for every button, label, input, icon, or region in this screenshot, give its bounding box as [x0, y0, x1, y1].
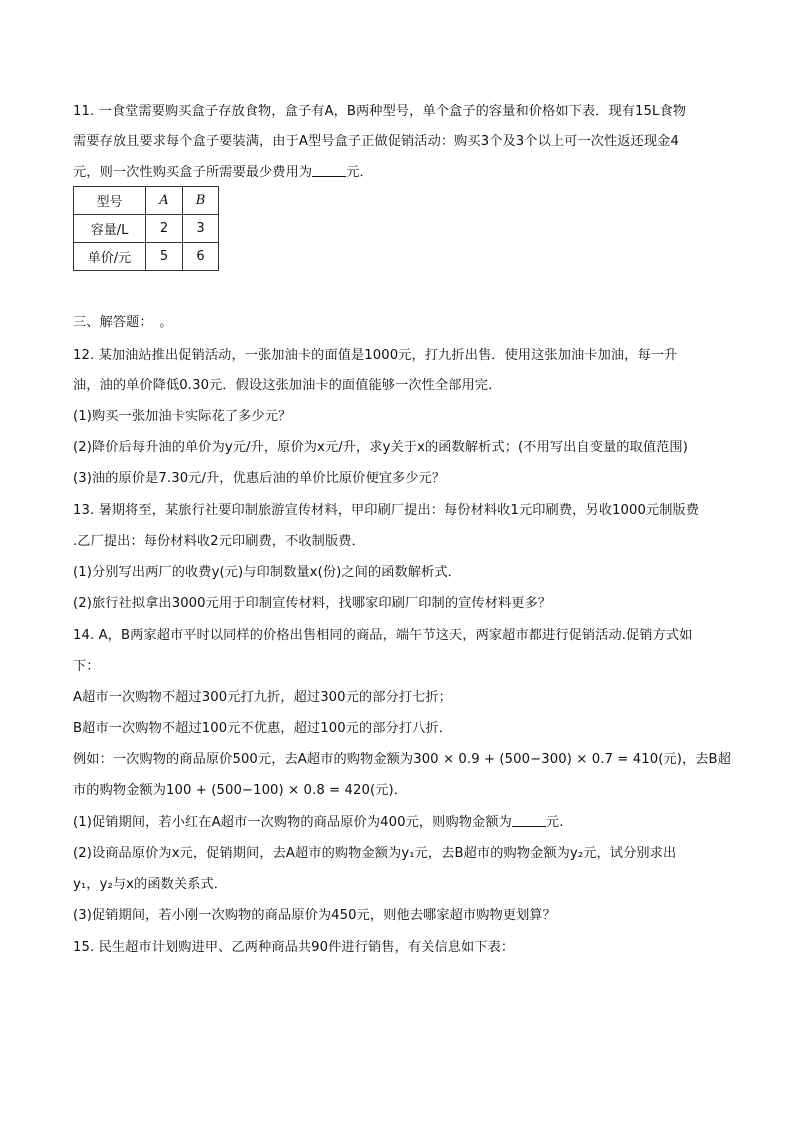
q11-line-3 [73, 163, 373, 183]
table-cell: 3 [183, 215, 219, 243]
q14-line-3: A超市一次购物不超过300元打九折，超过300元的部分打七折； [73, 690, 452, 705]
answer-blank [312, 163, 346, 177]
q13-part-1: (1)分别写出两厂的收费y(元)与印制数量x(份)之间的函数解析式． [73, 565, 461, 580]
q12-line-2: 油，油的单价降低0.30元．假设这张加油卡的面值能够一次性全部用完． [73, 378, 502, 393]
section-title: 三、解答题： 。 [73, 315, 173, 330]
table-cell: 容量/L [74, 215, 146, 243]
q11-line-2: 需要存放且要求每个盒子要装满，由于A型号盒子正做促销活动：购买3个及3个以上可一次性返还现金4 [73, 134, 679, 149]
table-row [74, 215, 219, 243]
q14-line-1: 14. A，B两家超市平时以同样的价格出售相同的商品，端午节这天，两家超市都进行促销活动.促销方式如 [73, 628, 693, 643]
q14-part-1-text: (1)促销期间，若小红在A超市一次购物的商品原价为400元，则购物金额为 [73, 815, 512, 830]
q13-line-1: 13. 暑期将至，某旅行社要印制旅游宣传材料，甲印刷厂提出：每份材料收1元印刷费，另收1000元制版费 [73, 503, 700, 518]
table-cell: 6 [183, 243, 219, 271]
q12-part-1: (1)购买一张加油卡实际花了多少元？ [73, 409, 292, 424]
table-cell: 单价/元 [74, 243, 146, 271]
q14-line-4: B超市一次购物不超过100元不优惠，超过100元的部分打八折． [73, 721, 452, 736]
q14-part-2-line-1: (2)设商品原价为x元，促销期间，去A超市的购物金额为y₁元，去B超市的购物金额为y₂元，试分别求出 [73, 846, 677, 861]
table-cell: 5 [146, 243, 183, 271]
q11-line-1: 11. 一食堂需要购买盒子存放食物，盒子有A，B两种型号，单个盒子的容量和价格如下表．现有15L食物 [73, 104, 687, 119]
q14-part-2-line-2: y₁，y₂与x的函数关系式． [73, 877, 228, 892]
q14-part-1-tail: 元. [545, 815, 564, 830]
q13-part-2: (2)旅行社拟拿出3000元用于印制宣传材料，找哪家印刷厂印制的宣传材料更多？ [73, 596, 552, 611]
q11-line-3-text: 元，则一次性购买盒子所需要最少费用为 [73, 165, 313, 180]
q14-part-3: (3)促销期间，若小刚一次购物的商品原价为450元，则他去哪家超市购物更划算？ [73, 908, 556, 923]
table-row [74, 243, 219, 271]
box-spec-table [73, 186, 219, 271]
q15-line-1: 15. 民生超市计划购进甲、乙两种商品共90件进行销售，有关信息如下表： [73, 940, 515, 955]
q14-example-line-1: 例如：一次购物的商品原价500元，去A超市的购物金额为300 × 0.9 + (500−300) × 0.7 = 410(元)，去B超 [73, 752, 731, 767]
q14-part-1 [73, 813, 564, 833]
table-cell: 2 [146, 215, 183, 243]
table-header-row [74, 187, 219, 215]
q14-line-2: 下： [73, 659, 100, 674]
q13-line-2: .乙厂提出：每份材料收2元印刷费，不收制版费． [73, 534, 365, 549]
table-cell: A [146, 187, 183, 215]
q14-example-line-2: 市的购物金额为100 + (500−100) × 0.8 = 420(元)． [73, 783, 408, 798]
table-cell: 型号 [74, 187, 146, 215]
q11-line-3-tail: 元． [346, 165, 373, 180]
q12-line-1: 12. 某加油站推出促销活动，一张加油卡的面值是1000元，打九折出售．使用这张加油卡加油，每一升 [73, 348, 678, 363]
q12-part-2: (2)降价后每升油的单价为y元/升，原价为x元/升，求y关于x的函数解析式；(不用写出自变量的取值范围) [73, 440, 688, 455]
table-cell: B [183, 187, 219, 215]
q12-part-3: (3)油的原价是7.30元/升，优惠后油的单价比原价便宜多少元？ [73, 471, 446, 486]
answer-blank [512, 813, 546, 827]
